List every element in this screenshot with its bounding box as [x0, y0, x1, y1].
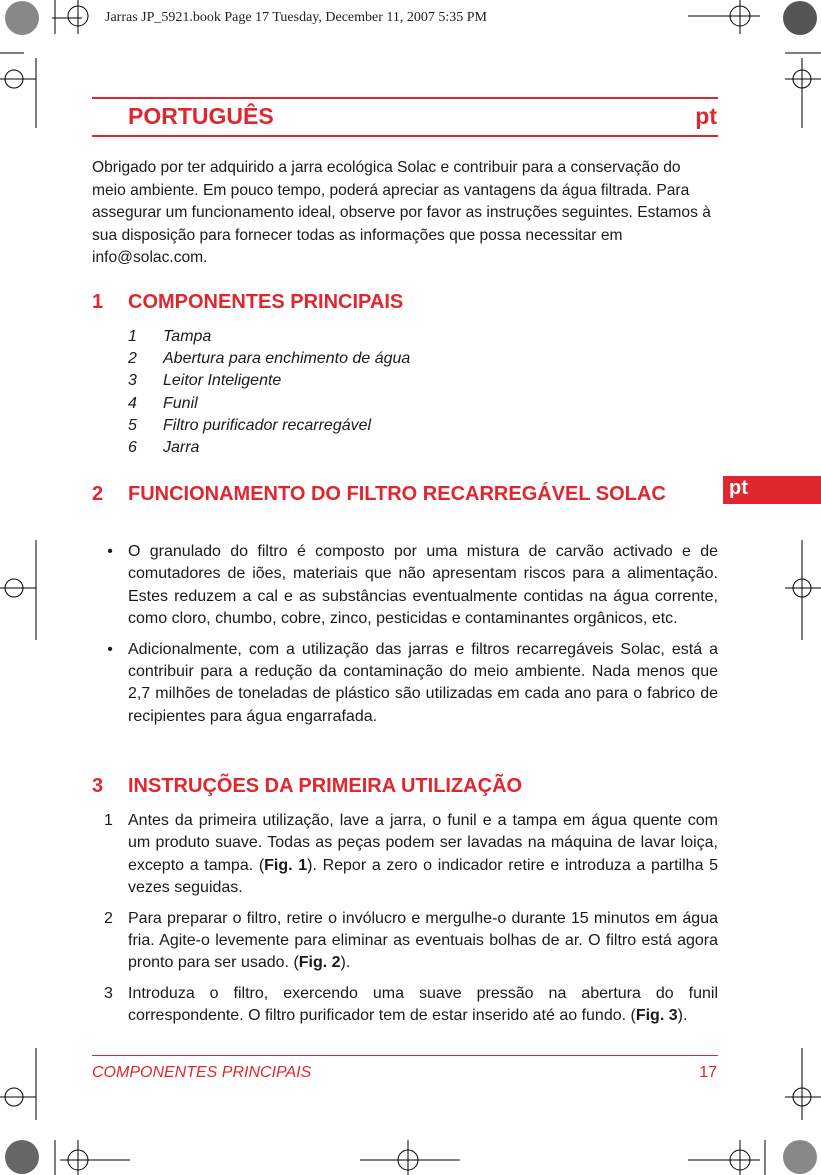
- figure-ref: Fig. 2: [298, 954, 341, 972]
- section-title: COMPONENTES PRINCIPAIS: [128, 291, 404, 313]
- header-rule-top: [92, 97, 718, 99]
- section-1-heading: [92, 289, 692, 316]
- section-3-heading: 3 INSTRUÇÕES DA PRIMEIRA UTILIZAÇÃO: [92, 775, 523, 797]
- page-title: PORTUGUÊS: [128, 103, 274, 129]
- language-side-tab: pt: [723, 476, 821, 504]
- list-item: 1 Tampa: [128, 328, 212, 345]
- step-item: 2 Para preparar o filtro, retire o invólucro e mergulhe-o durante 15 minutos em água fria. Agite-o levemente para eliminar as eventuais bolhas de ar. O filtro está agora pronto para ser usado. (Fig. 2).: [104, 909, 718, 972]
- section-number: 1: [92, 291, 104, 313]
- language-code: pt: [695, 103, 717, 129]
- footer-section: COMPONENTES PRINCIPAIS: [92, 1064, 312, 1081]
- list-item: 3 Leitor Inteligente: [128, 372, 282, 390]
- list-item: 4 Funil: [128, 394, 198, 412]
- print-slug: Jarras JP_5921.book Page 17 Tuesday, December 11, 2007 5:35 PM: [105, 10, 487, 25]
- section-2-bullets: [92, 541, 718, 736]
- step-item: 3 Introduza o filtro, exercendo uma suave pressão na abertura do funil correspondente. O filtro purificador tem de estar inserido até ao fundo. (Fig. 3).: [104, 984, 718, 1025]
- intro-paragraph: Obrigado por ter adquirido a jarra ecológica Solac e contribuir para a conservação do meio ambiente. Em pouco tempo, poderá apreciar as vantagens da água filtrada. Para assegurar um funcionamento ideal, observe por favor as instruções seguintes. Estamos à sua disposição para fornecer todas as informações que possa necessitar em info@solac.com.: [92, 159, 711, 266]
- section-3-steps: [92, 810, 718, 1036]
- figure-ref: Fig. 3: [635, 1007, 678, 1025]
- figure-ref: Fig. 1: [264, 856, 308, 874]
- bullet-item: • O granulado do filtro é composto por uma mistura de carvão activado e de comutadores de iões, materiais que não apresentam riscos para a alimentação. Estes reduzem a cal e as substâncias eventualmente contidas na água corrente, como cloro, chumbo, cobre, zinco, pesticidas e contaminantes orgânicos, etc.: [107, 543, 718, 628]
- components-list: [128, 326, 410, 459]
- page-number: 17: [699, 1064, 717, 1081]
- list-item: 6 Jarra: [128, 439, 200, 457]
- header-rule-bottom: [92, 135, 718, 137]
- list-item: 2 Abertura para enchimento de água: [128, 350, 411, 368]
- step-item: 1 Antes da primeira utilização, lave a jarra, o funil e a tampa em água quente com um produto suave. Todas as peças podem ser lavadas na máquina de lavar loiça, excepto a tampa. (Fig. 1). Repor a zero o indicador retire e introduza a partilha 5 vezes seguidas.: [104, 812, 719, 897]
- list-item: 5 Filtro purificador recarregável: [128, 416, 372, 434]
- bullet-item: • Adicionalmente, com a utilização das jarras e filtros recarregáveis Solac, está a contribuir para a redução da contaminação do meio ambiente. Nada menos que 2,7 milhões de toneladas de plástico são utilizadas em cada ano para o fabrico de recipientes para água engarrafada.: [107, 640, 718, 725]
- section-2-heading: 2 FUNCIONAMENTO DO FILTRO RECARREGÁVEL SOLAC: [92, 483, 666, 505]
- footer-rule: [92, 1055, 718, 1056]
